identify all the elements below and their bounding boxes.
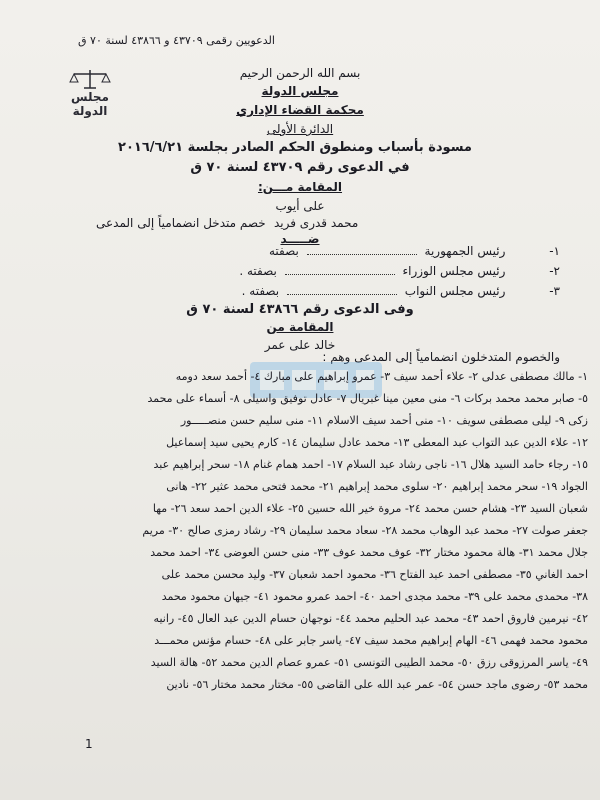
- intervener-line: ١٥- رجاء حامد السيد هلال ١٦- ناجى رشاد عبد السلام ١٧- احمد همام غنام ١٨- سحر إبراهيم عبد: [153, 458, 588, 471]
- defendant-title: رئيس الجمهورية: [424, 244, 506, 258]
- intervener-line: شعبان السيد ٢٣- هشام حسن محمد ٢٤- مروة خير الله حسين ٢٥- علاء الدين احمد سعد ٢٦- مها: [152, 502, 588, 515]
- page-number: 1: [85, 737, 93, 751]
- defendant-number: ٢-: [549, 264, 560, 278]
- defendant-row-3: [242, 284, 560, 298]
- intervener-line: ٥- صابر محمد محمد بركات ٦- منى معين مينا غبريال ٧- عادل توفيق واسيلى ٨- أسماء على محمد: [147, 392, 588, 405]
- intervener-line: ٣٨- محمدى محمد على ٣٩- محمد مجدى احمد ٤٠- احمد عمرو محمود ٤١- جيهان محمود محمد: [161, 590, 588, 603]
- case-number-2: وفى الدعوى رقم ٤٣٨٦٦ لسنة ٧٠ ق: [186, 302, 414, 317]
- plaintiff-1: على أيوب: [275, 199, 325, 213]
- plaintiff-2: محمد قدرى فريد: [274, 216, 359, 230]
- defendant-row-1: [269, 244, 560, 258]
- filed-by-heading-2: المقامة من: [266, 320, 334, 334]
- defendant-number: ٣-: [549, 284, 560, 298]
- intervener-note: خصم متدخل انضمامياً إلى المدعى: [96, 216, 266, 230]
- interveners-intro: والخصوم المتدخلون انضمامياً إلى المدعى وهم :: [322, 350, 560, 364]
- dotted-line: [285, 274, 395, 275]
- intervener-line: محمود محمد فهمى ٤٦- الهام إبراهيم محمد سيف ٤٧- ياسر جابر على ٤٨- حسام مؤنس محمـــد: [154, 634, 588, 647]
- intervener-line: ١٢- علاء الدين عبد التواب عبد المعطى ١٣- محمد عادل سليمان ١٤- كارم يحيى سيد إسماعيل: [166, 436, 588, 449]
- plaintiff-3: خالد على عمر: [264, 338, 336, 352]
- case-number-1: في الدعوى رقم ٤٣٧٠٩ لسنة ٧٠ ق: [190, 160, 410, 175]
- intervener-line: زكى ٩- ليلى مصطفى سويف ١٠- منى أحمد سيف الاسلام ١١- منى سليم حسن منصـــــور: [180, 414, 588, 427]
- circuit-title: الدائرة الأولى: [266, 122, 334, 136]
- filed-by-heading: المقامة مـــن:: [257, 180, 343, 194]
- defendant-title: رئيس مجلس الوزراء: [402, 264, 506, 278]
- intervener-line: الجواد ١٩- سحر محمد إبراهيم ٢٠- سلوى محمد إبراهيم ٢١- محمد فتحى محمد عثير ٢٢- هانى: [166, 480, 588, 493]
- logo-label: مجلس الدولة: [71, 90, 109, 118]
- header-case-reference: الدعويين رقمى ٤٣٧٠٩ و ٤٣٨٦٦ لسنة ٧٠ ق: [78, 34, 275, 47]
- defendant-role: بصفته .: [239, 264, 277, 278]
- intervener-line: محمد ٥٣- رضوى ماجد حسن ٥٤- عمر عبد الله على القاضى ٥٥- مختار محمد مختار ٥٦- نادين: [166, 678, 588, 691]
- intervener-line: ٤٢- نيرمين فاروق احمد ٤٣- محمد عبد الحليم محمد ٤٤- نوجهان حسام الدين عبد العال ٤٥- رانيه: [153, 612, 588, 625]
- defendant-number: ١-: [549, 244, 560, 258]
- intervener-line: ٤٩- ياسر المرزوقى رزق ٥٠- محمد الطيبى التونسى ٥١- عمرو عصام الدين محمد ٥٢- هالة السيد: [150, 656, 588, 669]
- intervener-line: جلال محمد ٣١- هالة محمود مختار ٣٢- عوف محمد عوف ٣٣- منى حسن العوضى ٣٤- احمد محمد: [150, 546, 588, 559]
- intervener-line: ١- مالك مصطفى عدلى ٢- علاء أحمد سيف ٣- عمرو إبراهيم على مبارك ٤- أحمد سعد دومه: [175, 370, 588, 383]
- against-heading: ضـــــد: [280, 232, 320, 246]
- intervener-line: احمد الغاني ٣٥- مصطفى احمد عبد الفتاح ٣٦- محمود احمد شعبان ٣٧- وليد محسن محمد على: [161, 568, 588, 581]
- intervener-line: جعفر صولت ٢٧- محمد عبد الوهاب محمد ٢٨- سعاد محمد سليمان ٢٩- رشاد رمزى صالح ٣٠- مريم: [142, 524, 588, 537]
- scales-icon: [58, 68, 122, 92]
- draft-title: مسودة بأسباب ومنطوق الحكم الصادر بجلسة ٢٠١٦/٦/٢١: [118, 140, 472, 155]
- defendant-role: بصفته: [269, 244, 299, 258]
- council-logo: [58, 68, 122, 118]
- defendant-title: رئيس مجلس النواب: [404, 284, 506, 298]
- dotted-line: [307, 254, 417, 255]
- basmala: بسم الله الرحمن الرحيم: [239, 66, 361, 80]
- council-title: مجلس الدولة: [261, 84, 339, 98]
- court-title: محكمة القضاء الإداري: [236, 103, 364, 117]
- dotted-line: [287, 294, 397, 295]
- defendant-role: بصفته .: [241, 284, 280, 298]
- defendant-row-2: [239, 264, 560, 278]
